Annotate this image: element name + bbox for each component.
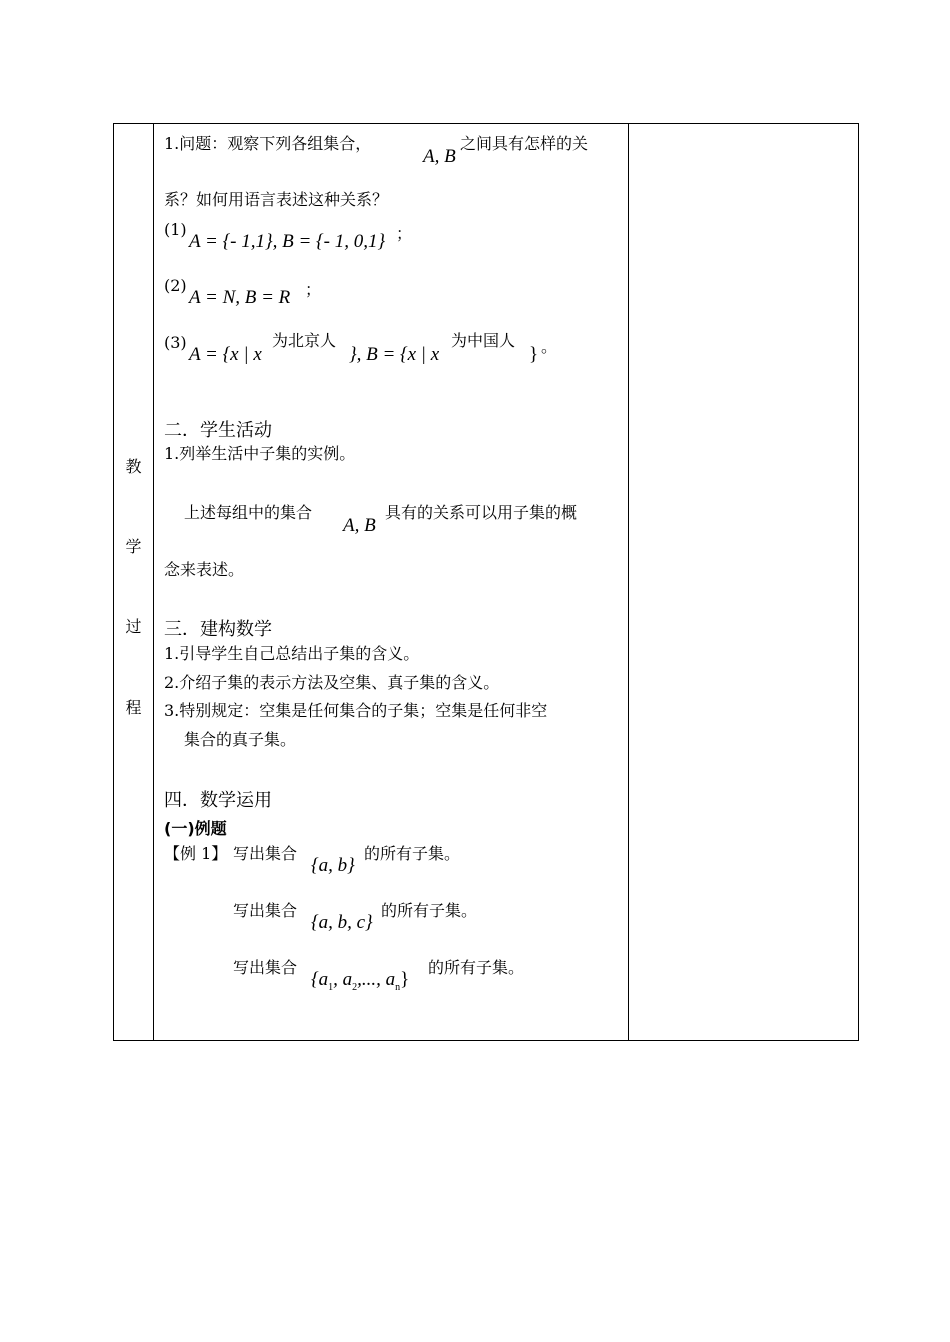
side-label-char: 程 bbox=[125, 698, 142, 717]
example-text: 写出集合 bbox=[233, 844, 298, 863]
item-math bbox=[189, 232, 385, 251]
section-item: 1.列举生活中子集的实例。 bbox=[164, 444, 356, 463]
example-math-part: } bbox=[400, 969, 410, 990]
item-math-part: A = {x | x bbox=[189, 344, 262, 365]
section-heading: 四．数学运用 bbox=[164, 790, 272, 811]
item-number: (3) bbox=[164, 333, 187, 352]
section-item: 1.引导学生自己总结出子集的含义。 bbox=[164, 644, 420, 663]
section-heading: 二．学生活动 bbox=[164, 420, 272, 441]
side-label-char: 学 bbox=[125, 537, 142, 556]
subscript: n bbox=[395, 981, 401, 993]
item-end: 。 bbox=[541, 337, 558, 356]
item-math-text: A = N, B = R bbox=[189, 287, 291, 308]
paragraph-suffix: 具有的关系可以用子集的概 bbox=[385, 503, 578, 522]
example-math bbox=[311, 913, 373, 932]
subscript: 2 bbox=[352, 981, 358, 993]
example-math-part: ,..., a bbox=[357, 969, 396, 990]
item-number: (2) bbox=[164, 276, 187, 295]
item-word: 为北京人 bbox=[272, 331, 337, 350]
example-text: 的所有子集。 bbox=[428, 958, 525, 977]
question-prefix: 1.问题：观察下列各组集合， bbox=[164, 134, 372, 153]
item-number: (1) bbox=[164, 220, 187, 239]
example-math-part: {a bbox=[311, 969, 329, 990]
item-math bbox=[189, 288, 290, 307]
example-math bbox=[311, 856, 355, 875]
section-heading: 三．建构数学 bbox=[164, 619, 272, 640]
example-text: 写出集合 bbox=[233, 901, 298, 920]
column-divider bbox=[628, 124, 629, 1040]
question-line-2: 系？如何用语言表述这种关系？ bbox=[164, 190, 389, 209]
side-label-char: 过 bbox=[125, 617, 142, 636]
question-sets-math: A, B bbox=[423, 146, 456, 167]
example-text: 的所有子集。 bbox=[364, 844, 461, 863]
item-math bbox=[349, 345, 439, 364]
section-item: 集合的真子集。 bbox=[184, 730, 297, 749]
example-tag: 【例 1】 bbox=[164, 844, 228, 863]
item-math-part: }, B = {x | x bbox=[349, 344, 440, 365]
side-label-char: 教 bbox=[125, 457, 142, 476]
example-math-text: {a, b} bbox=[311, 855, 355, 876]
section-item: 2.介绍子集的表示方法及空集、真子集的含义。 bbox=[164, 673, 500, 692]
paragraph-line-2: 念来表述。 bbox=[164, 560, 245, 579]
example-math-text: {a, b, c} bbox=[311, 912, 373, 933]
column-divider bbox=[153, 124, 154, 1040]
item-math: } bbox=[529, 344, 539, 365]
example-math-part: , a bbox=[333, 969, 353, 990]
section-item: 3.特别规定：空集是任何集合的子集；空集是任何非空 bbox=[164, 701, 548, 720]
question-line-1 bbox=[164, 136, 371, 152]
side-label-column bbox=[114, 124, 153, 1040]
example-math bbox=[311, 970, 409, 993]
paragraph-sets-math: A, B bbox=[343, 515, 376, 536]
lesson-table bbox=[113, 123, 859, 1041]
item-math-text: A = {- 1,1}, B = {- 1, 0,1} bbox=[189, 231, 386, 252]
example-text: 写出集合 bbox=[233, 958, 298, 977]
paragraph-prefix: 上述每组中的集合 bbox=[184, 503, 313, 522]
item-word: 为中国人 bbox=[451, 331, 516, 350]
subscript: 1 bbox=[328, 981, 334, 993]
item-math bbox=[189, 345, 262, 364]
example-text: 的所有子集。 bbox=[381, 901, 478, 920]
subsection-heading: (一)例题 bbox=[164, 819, 227, 838]
question-suffix: 之间具有怎样的关 bbox=[460, 134, 589, 153]
item-end: ； bbox=[305, 280, 322, 299]
item-end: ； bbox=[396, 224, 413, 243]
